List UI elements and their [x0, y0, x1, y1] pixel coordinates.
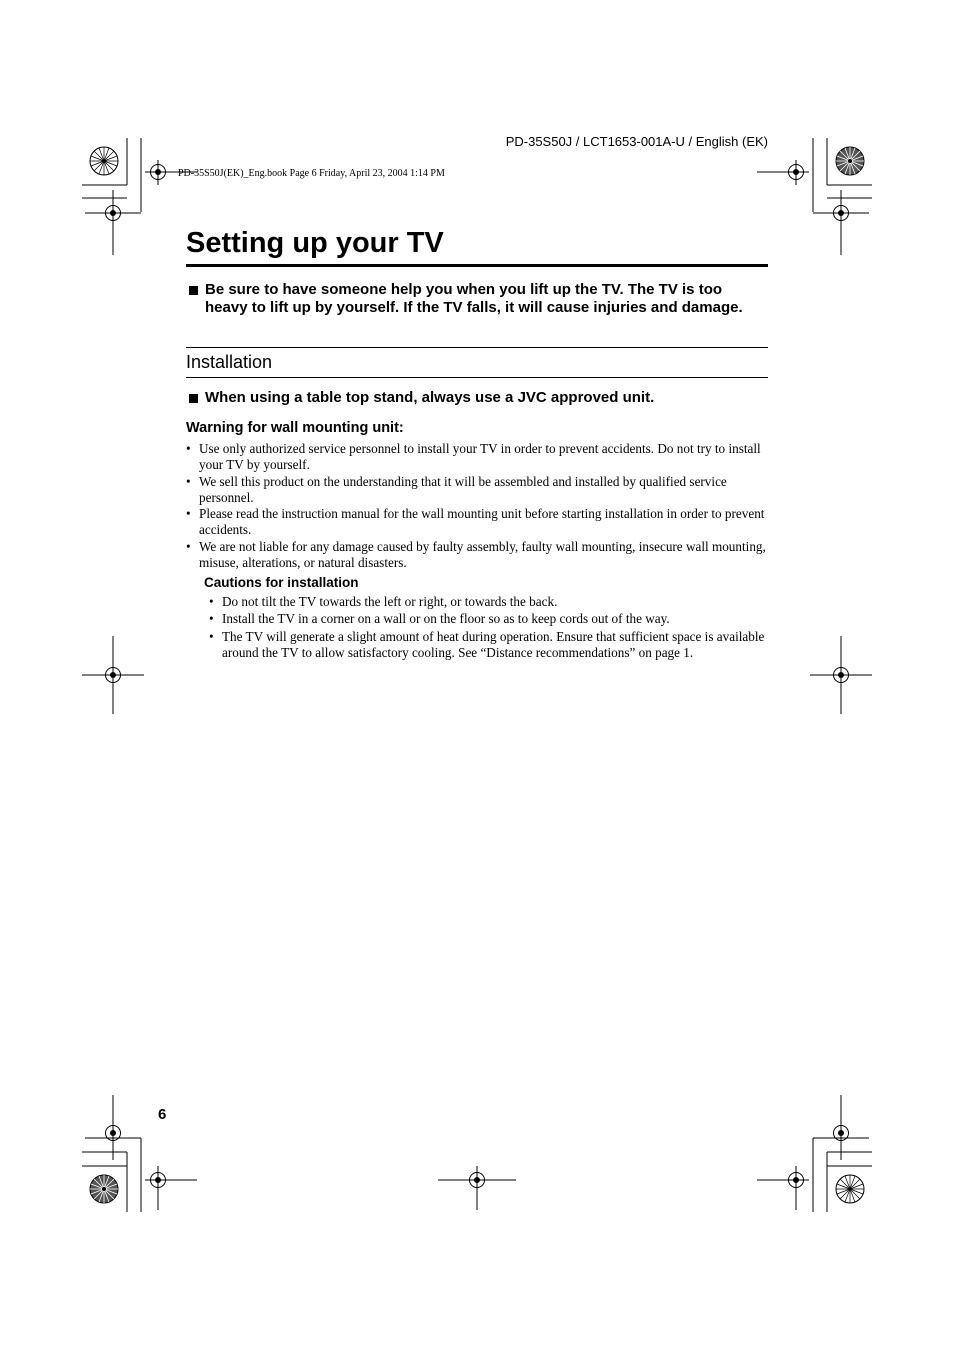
cautions-list: [209, 594, 768, 663]
square-bullet-icon: [189, 286, 198, 295]
list-item: • Please read the instruction manual for the wall mounting unit before starting installation in order to prevent accidents.: [186, 506, 765, 538]
stand-note-text: When using a table top stand, always use a JVC approved unit.: [205, 389, 655, 406]
list-item: • Use only authorized service personnel to install your TV in order to prevent accidents. Do not try to install your TV by yourself.: [186, 441, 761, 473]
wall-warning-list: [186, 441, 768, 571]
document-code: PD-35S50J / LCT1653-001A-U / English (EK): [505, 134, 768, 149]
list-item: • Install the TV in a corner on a wall or on the floor so as to keep cords out of the way.: [209, 611, 670, 627]
section-rule-bottom: [186, 377, 768, 378]
lift-warning-note: [186, 281, 768, 316]
list-item: • The TV will generate a slight amount of heat during operation. Ensure that sufficient space is available around the TV to allow satisfactory cooling. See “Distance recommendations” on page 1.: [209, 628, 765, 661]
section-rule-top: [186, 347, 768, 348]
title-rule: [186, 264, 768, 267]
list-item: • Do not tilt the TV towards the left or right, or towards the back.: [209, 594, 558, 609]
cautions-heading: Cautions for installation: [204, 575, 359, 590]
page-number: 6: [158, 1106, 167, 1123]
square-bullet-icon: [189, 394, 198, 403]
file-slug: PD-35S50J(EK)_Eng.book Page 6 Friday, April 23, 2004 1:14 PM: [178, 168, 445, 179]
wall-warning-heading: Warning for wall mounting unit:: [186, 420, 404, 436]
page-title: Setting up your TV: [186, 227, 444, 259]
installation-heading: Installation: [186, 352, 273, 372]
list-item: • We are not liable for any damage caused by faulty assembly, faulty wall mounting, insecure wall mounting, misuse, alterations, or natural disasters.: [186, 538, 766, 571]
lift-warning-text: Be sure to have someone help you when you lift up the TV. The TV is too heavy to lift up by yourself. If the TV falls, it will cause injuries and damage.: [205, 281, 743, 316]
stand-note: [186, 389, 768, 407]
list-item: • We sell this product on the understanding that it will be assembled and installed by qualified service personnel.: [186, 473, 727, 505]
